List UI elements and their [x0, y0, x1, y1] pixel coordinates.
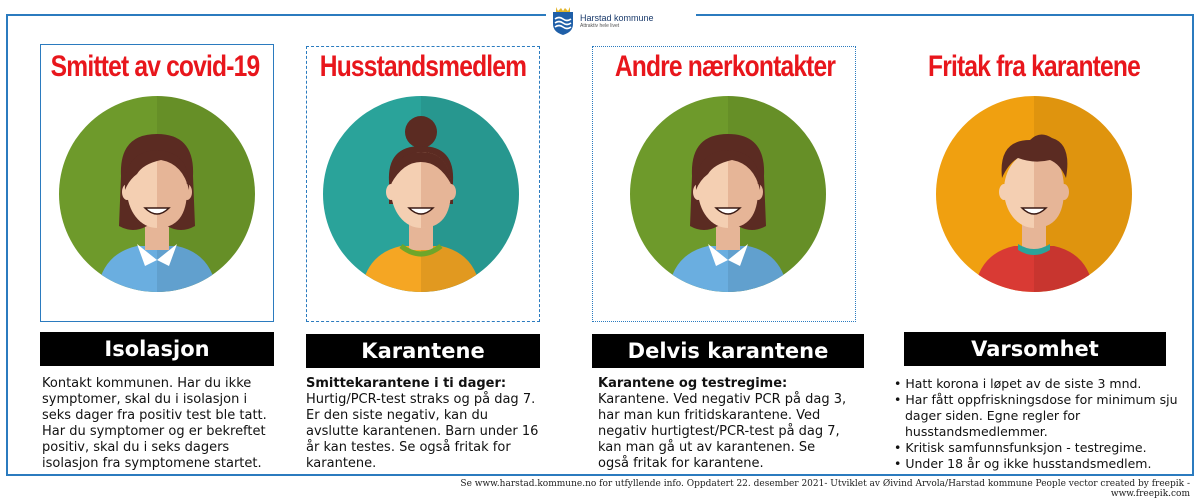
status-label: Varsomhet [904, 332, 1166, 366]
coat-of-arms-icon [552, 6, 574, 36]
woman-avatar-icon [57, 94, 257, 294]
column-heading: Husstandsmedlem [319, 50, 527, 83]
list-item: • Har fått oppfriskningsdose for minimum sju dager siden. Egne regler for husstandsmedlemmer. [894, 392, 1178, 440]
status-label: Delvis karantene [592, 334, 864, 368]
footer-credit: Se www.harstad.kommune.no for utfyllende info. Oppdatert 22. desember 2021- Utviklet av Øivind Arvola/Harstad kommune People vector created by freepik - www.freepik.com [460, 479, 1190, 499]
bullet-list [894, 376, 1178, 472]
logo-name: Harstad kommune [580, 13, 654, 23]
column-body: Karantene. Ved negativ PCR på dag 3, har man kun fritidskarantene. Ved negativ hurtigtest/PCR-test på dag 7, kan man gå ut av karantenen. Se også fritak for karantene. [598, 392, 847, 471]
woman-avatar-icon [321, 94, 521, 314]
column-text [598, 376, 848, 472]
column-text [306, 376, 544, 472]
column-heading: Fritak fra karantene [928, 50, 1140, 83]
list-item: • Under 18 år og ikke husstandsmedlem. [894, 456, 1178, 472]
list-item: • Hatt korona i løpet av de siste 3 mnd. [894, 376, 1178, 392]
column-body: Hurtig/PCR-test straks og på dag 7. Er den siste negativ, kan du avslutte karantenen. Barn under 16 år kan testes. Se også fritak for karantene. [306, 392, 539, 471]
column-subheading: Karantene og testregime: [598, 376, 788, 391]
column-subheading: Smittekarantene i ti dager: [306, 376, 507, 391]
column-heading: Smittet av covid-19 [50, 50, 260, 83]
man-avatar-icon [934, 94, 1134, 294]
column-text: Kontakt kommunen. Har du ikke symptomer, skal du i isolasjon i seks dager fra positiv test ble tatt. Har du symptomer og er bekreftet positiv, skal du i seks dagers isolasjon fra symptomene startet. [42, 376, 267, 471]
logo [546, 2, 696, 40]
list-item: • Kritisk samfunnsfunksjon - testregime. [894, 440, 1178, 456]
logo-tagline: Attraktiv hele livet [580, 23, 620, 29]
woman-avatar-icon [628, 94, 828, 294]
column-heading: Andre nærkontakter [614, 50, 836, 83]
column-text [894, 376, 1178, 472]
status-label: Isolasjon [40, 332, 274, 366]
status-label: Karantene [306, 334, 540, 368]
